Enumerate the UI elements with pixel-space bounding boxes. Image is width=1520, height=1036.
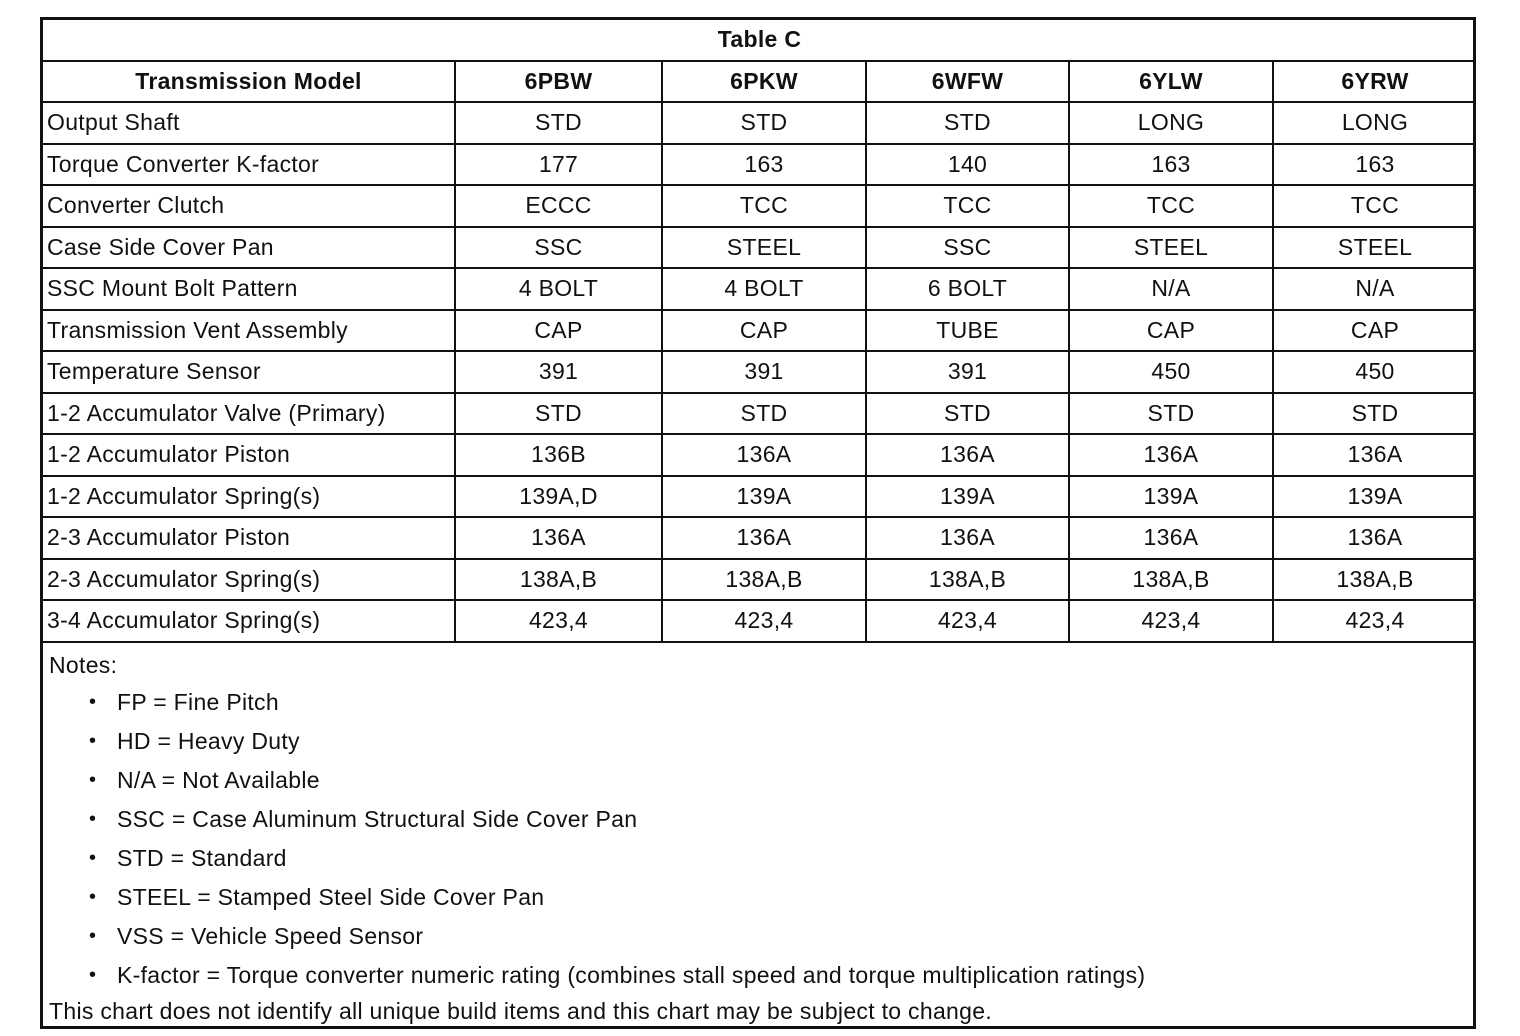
table-row bbox=[43, 310, 1476, 352]
table-cell: STD bbox=[866, 393, 1069, 435]
table-row bbox=[43, 144, 1476, 186]
note-text: SSC = Case Aluminum Structural Side Cover Pan bbox=[117, 805, 638, 832]
table-row bbox=[43, 227, 1476, 269]
table-title-row bbox=[43, 20, 1476, 61]
table-cell: STEEL bbox=[662, 227, 866, 269]
table-cell: 139A,D bbox=[455, 476, 662, 518]
note-item bbox=[49, 956, 1473, 995]
header-transmission-model: Transmission Model bbox=[43, 61, 455, 103]
bullet-icon: • bbox=[89, 807, 97, 830]
table-cell: STD bbox=[1273, 393, 1476, 435]
bullet-icon: • bbox=[89, 729, 97, 752]
table-cell: STD bbox=[455, 393, 662, 435]
table-cell: 391 bbox=[662, 351, 866, 393]
table-cell: 136A bbox=[1069, 517, 1273, 559]
bullet-icon: • bbox=[89, 885, 97, 908]
note-text: K-factor = Torque converter numeric rating (combines stall speed and torque multiplication ratings) bbox=[117, 961, 1146, 988]
table-row bbox=[43, 185, 1476, 227]
table-cell: 450 bbox=[1273, 351, 1476, 393]
table-cell: TCC bbox=[1069, 185, 1273, 227]
table-cell: 136A bbox=[1069, 434, 1273, 476]
bullet-icon: • bbox=[89, 690, 97, 713]
table-cell: 4 BOLT bbox=[455, 268, 662, 310]
notes-section bbox=[43, 643, 1473, 1031]
table-row bbox=[43, 600, 1476, 642]
table-cell: 423,4 bbox=[455, 600, 662, 642]
bullet-icon: • bbox=[89, 963, 97, 986]
table-cell: 136B bbox=[455, 434, 662, 476]
table-header-row bbox=[43, 61, 1476, 103]
row-label: 1-2 Accumulator Valve (Primary) bbox=[43, 393, 455, 435]
table-cell: 139A bbox=[1069, 476, 1273, 518]
note-text: STD = Standard bbox=[117, 844, 287, 871]
table-cell: N/A bbox=[1069, 268, 1273, 310]
note-item bbox=[49, 722, 1473, 761]
table-row bbox=[43, 102, 1476, 144]
table-row bbox=[43, 434, 1476, 476]
note-item bbox=[49, 839, 1473, 878]
row-label: Case Side Cover Pan bbox=[43, 227, 455, 269]
table-cell: 423,4 bbox=[1069, 600, 1273, 642]
table-cell: 391 bbox=[455, 351, 662, 393]
table-cell: 391 bbox=[866, 351, 1069, 393]
table-row bbox=[43, 476, 1476, 518]
table-cell: STEEL bbox=[1069, 227, 1273, 269]
table-cell: CAP bbox=[455, 310, 662, 352]
table-cell: CAP bbox=[1069, 310, 1273, 352]
table-cell: 138A,B bbox=[1069, 559, 1273, 601]
table-cell: STD bbox=[1069, 393, 1273, 435]
table-cell: 4 BOLT bbox=[662, 268, 866, 310]
table-cell: 136A bbox=[455, 517, 662, 559]
table-cell: SSC bbox=[866, 227, 1069, 269]
note-text: HD = Heavy Duty bbox=[117, 727, 300, 754]
note-text: VSS = Vehicle Speed Sensor bbox=[117, 922, 424, 949]
table-cell: 136A bbox=[662, 517, 866, 559]
row-label: Torque Converter K-factor bbox=[43, 144, 455, 186]
table-cell: 163 bbox=[662, 144, 866, 186]
table-cell: N/A bbox=[1273, 268, 1476, 310]
table-cell: 136A bbox=[866, 517, 1069, 559]
header-model-6pkw: 6PKW bbox=[662, 61, 866, 103]
table-cell: 163 bbox=[1069, 144, 1273, 186]
table-cell: 423,4 bbox=[662, 600, 866, 642]
table-row bbox=[43, 393, 1476, 435]
table-cell: 136A bbox=[1273, 434, 1476, 476]
row-label: Temperature Sensor bbox=[43, 351, 455, 393]
table-cell: 140 bbox=[866, 144, 1069, 186]
note-text: N/A = Not Available bbox=[117, 766, 320, 793]
note-text: STEEL = Stamped Steel Side Cover Pan bbox=[117, 883, 545, 910]
table-cell: 450 bbox=[1069, 351, 1273, 393]
row-label: Output Shaft bbox=[43, 102, 455, 144]
row-label: 1-2 Accumulator Spring(s) bbox=[43, 476, 455, 518]
transmission-spec-table bbox=[43, 20, 1476, 643]
table-cell: LONG bbox=[1273, 102, 1476, 144]
header-model-6wfw: 6WFW bbox=[866, 61, 1069, 103]
header-model-6ylw: 6YLW bbox=[1069, 61, 1273, 103]
table-cell: 136A bbox=[866, 434, 1069, 476]
notes-heading: Notes: bbox=[49, 651, 118, 678]
table-cell: ECCC bbox=[455, 185, 662, 227]
row-label: Converter Clutch bbox=[43, 185, 455, 227]
table-cell: TCC bbox=[866, 185, 1069, 227]
table-cell: TUBE bbox=[866, 310, 1069, 352]
table-cell: 138A,B bbox=[866, 559, 1069, 601]
row-label: 2-3 Accumulator Spring(s) bbox=[43, 559, 455, 601]
table-cell: SSC bbox=[455, 227, 662, 269]
table-cell: STD bbox=[455, 102, 662, 144]
table-row bbox=[43, 517, 1476, 559]
note-item bbox=[49, 917, 1473, 956]
table-row bbox=[43, 351, 1476, 393]
bullet-icon: • bbox=[89, 768, 97, 791]
note-item bbox=[49, 761, 1473, 800]
table-cell: 423,4 bbox=[1273, 600, 1476, 642]
row-label: 2-3 Accumulator Piston bbox=[43, 517, 455, 559]
bullet-icon: • bbox=[89, 846, 97, 869]
table-cell: TCC bbox=[1273, 185, 1476, 227]
note-item bbox=[49, 683, 1473, 722]
table-cell: STEEL bbox=[1273, 227, 1476, 269]
table-cell: CAP bbox=[1273, 310, 1476, 352]
table-cell: 138A,B bbox=[1273, 559, 1476, 601]
row-label: 1-2 Accumulator Piston bbox=[43, 434, 455, 476]
header-model-6pbw: 6PBW bbox=[455, 61, 662, 103]
row-label: 3-4 Accumulator Spring(s) bbox=[43, 600, 455, 642]
table-cell: LONG bbox=[1069, 102, 1273, 144]
row-label: SSC Mount Bolt Pattern bbox=[43, 268, 455, 310]
table-cell: 139A bbox=[866, 476, 1069, 518]
table-cell: 139A bbox=[1273, 476, 1476, 518]
table-title: Table C bbox=[43, 20, 1476, 61]
spec-document bbox=[40, 17, 1476, 1029]
note-item bbox=[49, 878, 1473, 917]
note-item bbox=[49, 800, 1473, 839]
row-label: Transmission Vent Assembly bbox=[43, 310, 455, 352]
table-row bbox=[43, 268, 1476, 310]
table-cell: STD bbox=[662, 393, 866, 435]
disclaimer-text: This chart does not identify all unique build items and this chart may be subject to change. bbox=[49, 997, 993, 1024]
table-cell: CAP bbox=[662, 310, 866, 352]
note-text: FP = Fine Pitch bbox=[117, 688, 279, 715]
table-cell: 6 BOLT bbox=[866, 268, 1069, 310]
notes-list bbox=[49, 683, 1473, 995]
table-row bbox=[43, 559, 1476, 601]
table-cell: 138A,B bbox=[455, 559, 662, 601]
table-cell: STD bbox=[662, 102, 866, 144]
table-cell: 163 bbox=[1273, 144, 1476, 186]
table-cell: 423,4 bbox=[866, 600, 1069, 642]
bullet-icon: • bbox=[89, 924, 97, 947]
table-cell: 138A,B bbox=[662, 559, 866, 601]
table-cell: 139A bbox=[662, 476, 866, 518]
header-model-6yrw: 6YRW bbox=[1273, 61, 1476, 103]
table-cell: TCC bbox=[662, 185, 866, 227]
table-cell: STD bbox=[866, 102, 1069, 144]
table-cell: 136A bbox=[1273, 517, 1476, 559]
table-body bbox=[43, 102, 1476, 642]
table-cell: 136A bbox=[662, 434, 866, 476]
table-cell: 177 bbox=[455, 144, 662, 186]
